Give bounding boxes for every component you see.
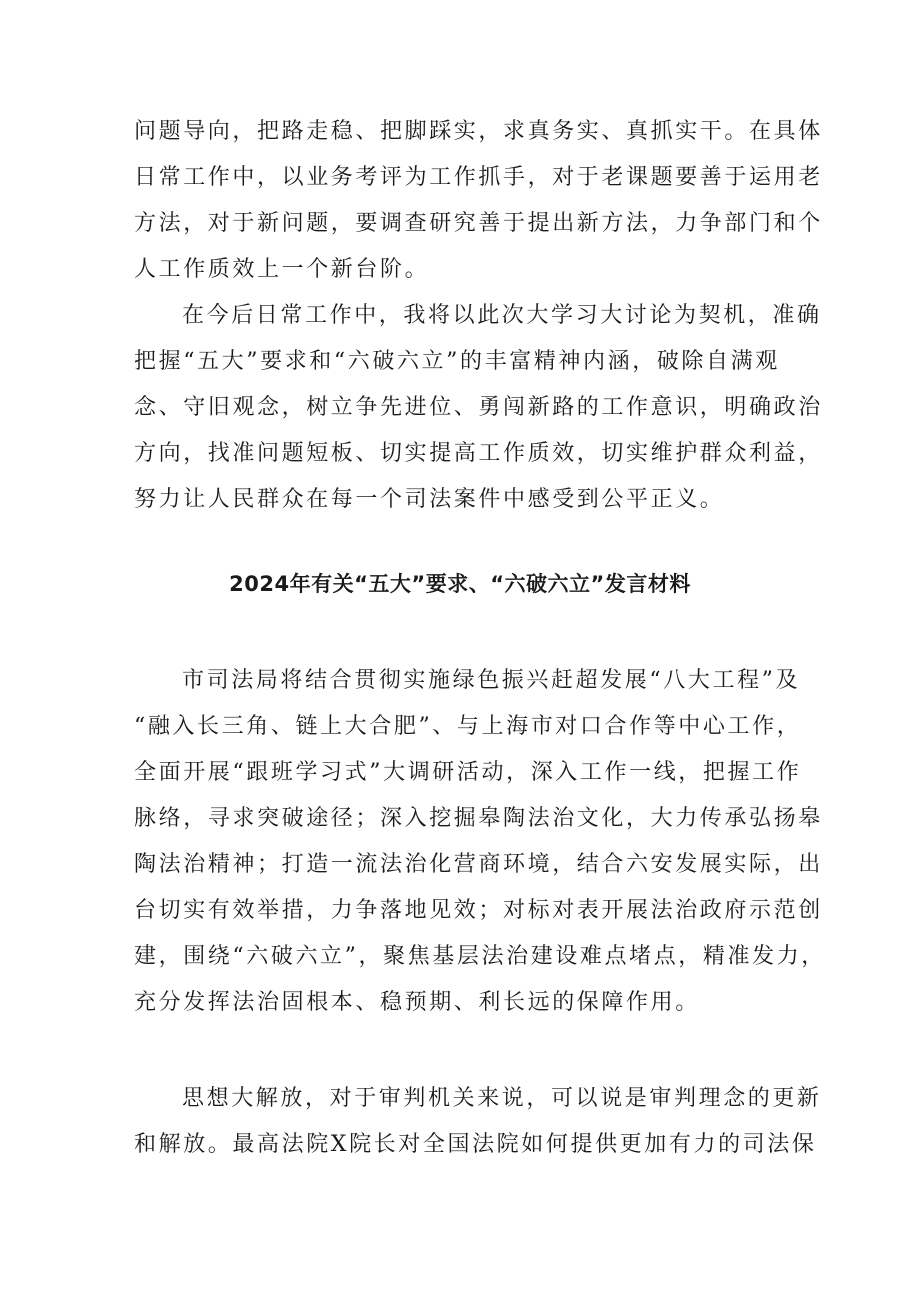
paragraph-line: 全面开展“跟班学习式”大调研活动，深入工作一线，把握工作 — [134, 760, 802, 785]
paragraph-line: 念、守旧观念，树立争先进位、勇闯新路的工作意识，明确政治 — [134, 395, 823, 420]
paragraph-line: 把握“五大”要求和“六破六立”的丰富精神内涵，破除自满观 — [134, 349, 780, 374]
paragraph-line: 和解放。最高法院X院长对全国法院如何提供更加有力的司法保 — [134, 1132, 817, 1157]
paragraph-line: 脉络，寻求突破途径；深入挖掘皋陶法治文化，大力传承弘扬皋 — [134, 806, 823, 831]
paragraph-line: 人工作质效上一个新台阶。 — [134, 257, 430, 282]
paragraph-line: 建，围绕“六破六立”，聚焦基层法治建设难点堵点，精准发力， — [134, 944, 826, 969]
paragraph-line: 充分发挥法治固根本、稳预期、利长远的保障作用。 — [134, 990, 700, 1015]
paragraph-line: 在今后日常工作中，我将以此次大学习大讨论为契机，准确 — [182, 303, 822, 328]
paragraph-line: 方向，找准问题短板、切实提高工作质效，切实维护群众利益， — [134, 441, 823, 466]
paragraph-line: 市司法局将结合贯彻实施绿色振兴赶超发展“八大工程”及 — [182, 668, 801, 693]
paragraph-line: 日常工作中，以业务考评为工作抓手，对于老课题要善于运用老 — [134, 165, 823, 190]
paragraph-line: “融入长三角、链上大合肥”、与上海市对口合作等中心工作， — [134, 714, 802, 739]
paragraph-line: 方法，对于新问题，要调查研究善于提出新方法，力争部门和个 — [134, 211, 823, 236]
document-title: 2024年有关“五大”要求、“六破六立”发言材料 — [229, 572, 691, 596]
paragraph-line: 台切实有效举措，力争落地见效；对标对表开展法治政府示范创 — [134, 898, 823, 923]
paragraph-line: 思想大解放，对于审判机关来说，可以说是审判理念的更新 — [182, 1086, 822, 1111]
paragraph-line: 努力让人民群众在每一个司法案件中感受到公平正义。 — [134, 487, 725, 512]
paragraph-line: 问题导向，把路走稳、把脚踩实，求真务实、真抓实干。在具体 — [134, 119, 823, 144]
paragraph-line: 陶法治精神；打造一流法治化营商环境，结合六安发展实际，出 — [134, 852, 823, 877]
